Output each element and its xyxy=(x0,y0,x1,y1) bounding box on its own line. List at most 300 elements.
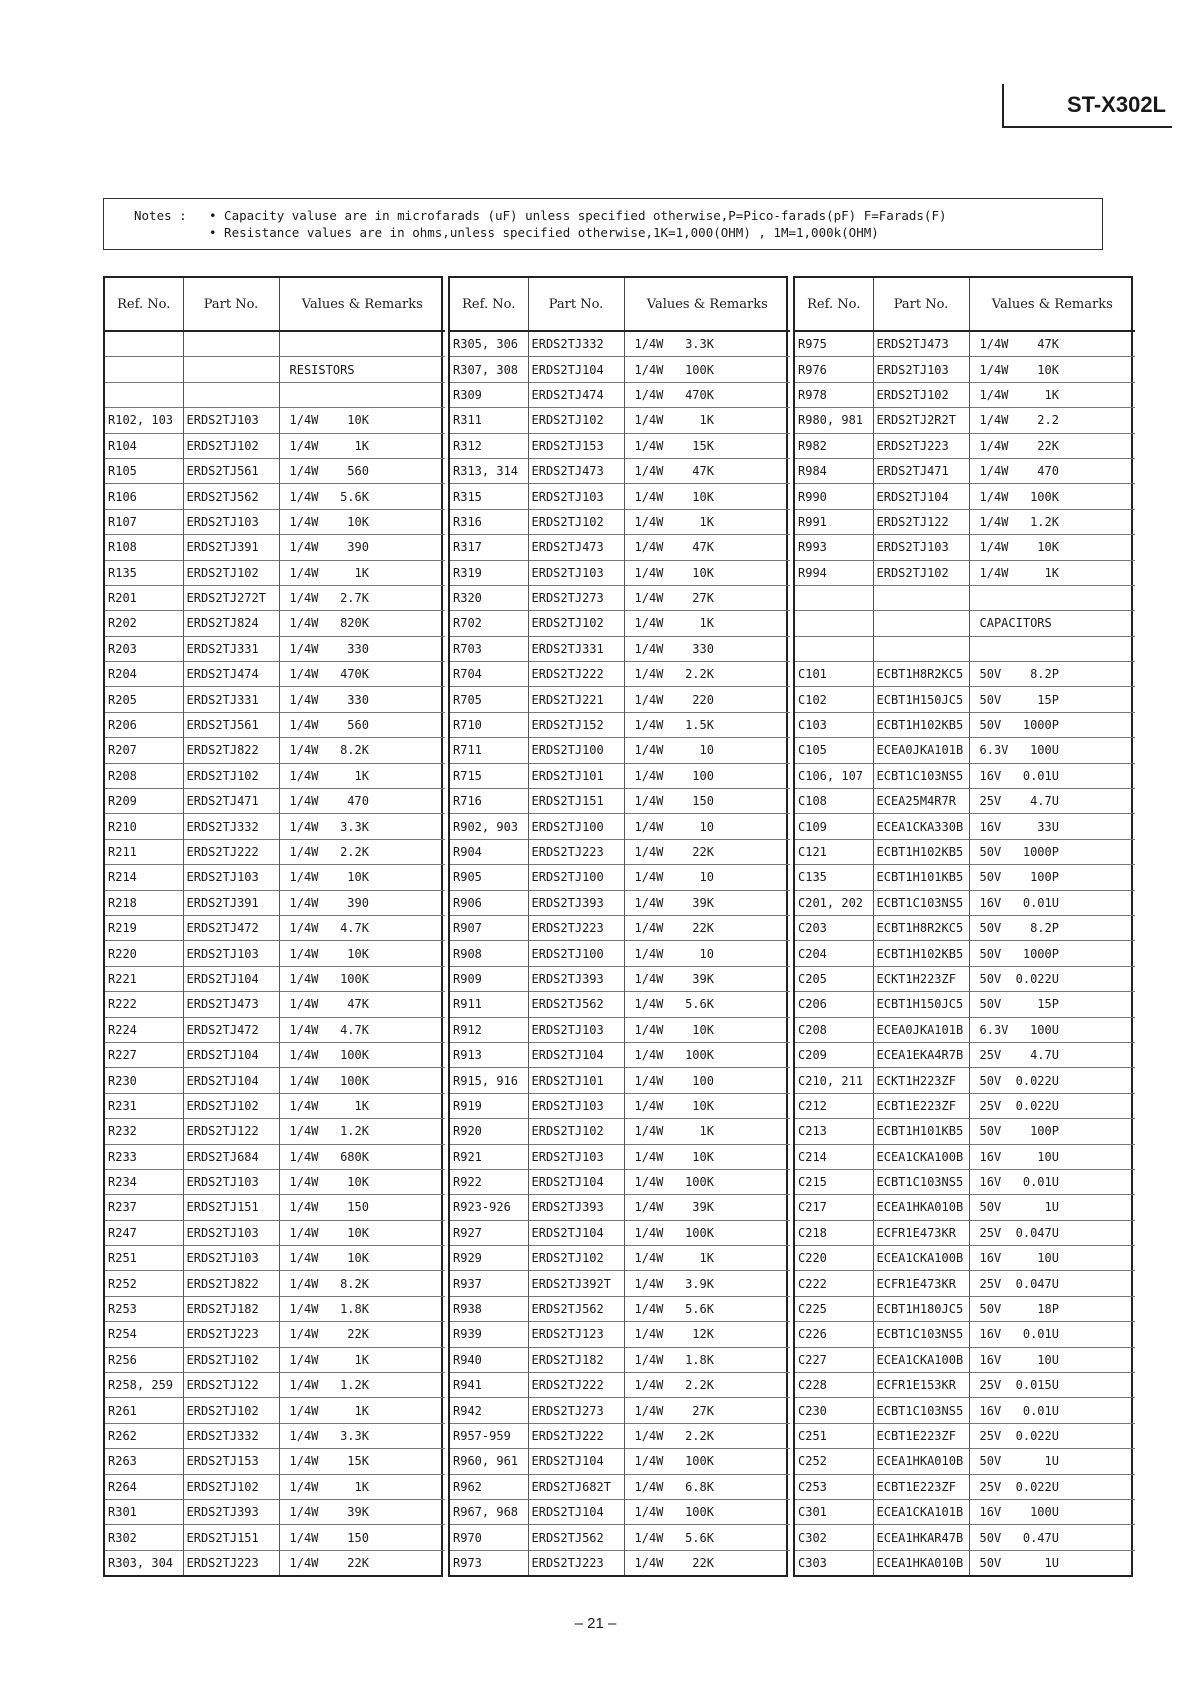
table-row xyxy=(105,738,445,763)
value-cell: 1/4W 2.2K xyxy=(624,662,790,687)
part-no-cell: ERDS2TJ221 xyxy=(528,687,624,712)
part-no-cell: ERDS2TJ103 xyxy=(183,1169,279,1194)
value-cell: 1/4W 150 xyxy=(279,1195,445,1220)
ref-no-cell: C303 xyxy=(795,1550,873,1575)
ref-no-cell: C251 xyxy=(795,1423,873,1448)
value-cell: 1/4W 330 xyxy=(624,636,790,661)
table-row xyxy=(795,738,1135,763)
table-row xyxy=(795,1322,1135,1347)
ref-no-cell: R135 xyxy=(105,560,183,585)
part-no-cell: ECFR1E473KR xyxy=(873,1271,969,1296)
value-cell: 1/4W 100 xyxy=(624,763,790,788)
part-no-cell: ERDS2TJ824 xyxy=(183,611,279,636)
table-row xyxy=(105,1474,445,1499)
part-no-cell: ECBT1H101KB5 xyxy=(873,1119,969,1144)
table-row xyxy=(105,966,445,991)
part-no-cell: ECEA25M4R7R xyxy=(873,789,969,814)
value-cell: 1/4W 47K xyxy=(624,458,790,483)
table-row xyxy=(795,941,1135,966)
ref-no-cell: R937 xyxy=(450,1271,528,1296)
table-row xyxy=(795,712,1135,737)
table-row xyxy=(105,1271,445,1296)
ref-no-cell: R913 xyxy=(450,1042,528,1067)
table-row xyxy=(105,458,445,483)
table-row xyxy=(795,915,1135,940)
part-no-cell: ERDS2TJ684 xyxy=(183,1144,279,1169)
table-row xyxy=(450,687,790,712)
table-row xyxy=(450,535,790,560)
part-no-cell: ECBT1H102KB5 xyxy=(873,839,969,864)
part-no-cell: ERDS2TJ153 xyxy=(528,433,624,458)
part-no-cell: ERDS2TJ223 xyxy=(183,1550,279,1575)
table-row xyxy=(450,1195,790,1220)
value-cell: 1/4W 1K xyxy=(624,509,790,534)
ref-no-cell: C214 xyxy=(795,1144,873,1169)
value-cell: 50V 18P xyxy=(969,1296,1135,1321)
table-row xyxy=(105,1499,445,1524)
ref-no-cell: R940 xyxy=(450,1347,528,1372)
table-row xyxy=(450,966,790,991)
table-row xyxy=(450,611,790,636)
parts-table xyxy=(450,278,790,1575)
ref-no-cell: R252 xyxy=(105,1271,183,1296)
ref-no-cell: C226 xyxy=(795,1322,873,1347)
value-cell: 1/4W 5.6K xyxy=(279,484,445,509)
table-row xyxy=(795,1550,1135,1575)
table-row xyxy=(795,1119,1135,1144)
table-row xyxy=(450,1246,790,1271)
value-cell: 1/4W 1.5K xyxy=(624,712,790,737)
table-row xyxy=(105,687,445,712)
part-no-cell: ERDS2TJ561 xyxy=(183,712,279,737)
notes-text: • Capacity valuse are in microfarads (uF) unless specified otherwise,P=Pico-farads(pF) F=Farads(F) xyxy=(209,208,947,223)
part-no-cell: ERDS2TJ102 xyxy=(873,560,969,585)
ref-no-cell: R978 xyxy=(795,382,873,407)
table-row xyxy=(450,1525,790,1550)
table-row xyxy=(105,890,445,915)
part-no-cell: ERDS2TJ101 xyxy=(528,1068,624,1093)
value-cell xyxy=(279,331,445,357)
ref-no-cell: C106, 107 xyxy=(795,763,873,788)
value-cell: 1/4W 47K xyxy=(624,535,790,560)
ref-no-cell: C203 xyxy=(795,915,873,940)
part-no-cell: ERDS2TJ103 xyxy=(183,941,279,966)
ref-no-cell: R224 xyxy=(105,1017,183,1042)
part-no-cell: ERDS2TJ391 xyxy=(183,535,279,560)
ref-no-cell: R907 xyxy=(450,915,528,940)
part-no-cell: ECBT1E223ZF xyxy=(873,1474,969,1499)
part-no-cell: ERDS2TJ103 xyxy=(183,408,279,433)
value-cell: 1/4W 1K xyxy=(279,1347,445,1372)
part-no-cell: ECKT1H223ZF xyxy=(873,966,969,991)
notes-box xyxy=(103,198,1103,250)
value-cell: 1/4W 5.6K xyxy=(624,992,790,1017)
ref-no-cell: C135 xyxy=(795,865,873,890)
ref-no-cell: R210 xyxy=(105,814,183,839)
value-cell: 16V 0.01U xyxy=(969,1398,1135,1423)
value-cell: 1/4W 3.3K xyxy=(279,814,445,839)
part-no-cell: ERDS2TJ222 xyxy=(528,662,624,687)
part-no-cell: ERDS2TJ223 xyxy=(528,915,624,940)
value-cell: 50V 0.47U xyxy=(969,1525,1135,1550)
table-row xyxy=(795,484,1135,509)
part-no-cell: ERDS2TJ473 xyxy=(183,992,279,1017)
value-cell: 16V 0.01U xyxy=(969,1169,1135,1194)
ref-no-cell: C208 xyxy=(795,1017,873,1042)
table-row xyxy=(105,839,445,864)
part-no-cell: ERDS2TJ104 xyxy=(528,1042,624,1067)
value-cell: 1/4W 10K xyxy=(279,408,445,433)
value-cell: 50V 1U xyxy=(969,1195,1135,1220)
table-row xyxy=(450,484,790,509)
ref-no-cell: R316 xyxy=(450,509,528,534)
part-no-cell: ERDS2TJ100 xyxy=(528,738,624,763)
ref-no-cell: R205 xyxy=(105,687,183,712)
ref-no-cell: C218 xyxy=(795,1220,873,1245)
part-no-cell: ERDS2TJ122 xyxy=(873,509,969,534)
part-no-cell: ERDS2TJ103 xyxy=(873,357,969,382)
value-cell: 1/4W 220 xyxy=(624,687,790,712)
table-row xyxy=(105,1296,445,1321)
table-row xyxy=(795,789,1135,814)
ref-no-cell: R315 xyxy=(450,484,528,509)
value-cell: 1/4W 10K xyxy=(624,1093,790,1118)
table-row xyxy=(105,915,445,940)
value-cell: 6.3V 100U xyxy=(969,738,1135,763)
value-cell: 1/4W 470K xyxy=(279,662,445,687)
value-cell: 1/4W 22K xyxy=(279,1322,445,1347)
ref-no-cell: R220 xyxy=(105,941,183,966)
value-cell: 1/4W 27K xyxy=(624,585,790,610)
table-row xyxy=(795,408,1135,433)
ref-no-cell: R303, 304 xyxy=(105,1550,183,1575)
table-row xyxy=(450,458,790,483)
part-no-cell: ERDS2TJ562 xyxy=(528,992,624,1017)
value-cell: 1/4W 10K xyxy=(279,941,445,966)
ref-no-cell: R904 xyxy=(450,839,528,864)
ref-no-cell: C108 xyxy=(795,789,873,814)
table-row xyxy=(450,1296,790,1321)
part-no-cell: ECBT1C103NS5 xyxy=(873,1322,969,1347)
value-cell: 16V 10U xyxy=(969,1144,1135,1169)
notes-text: • Resistance values are in ohms,unless specified otherwise,1K=1,000(OHM) , 1M=1,000k(OHM) xyxy=(209,225,879,240)
value-cell: 1/4W 470 xyxy=(279,789,445,814)
table-row xyxy=(795,1169,1135,1194)
ref-no-cell: C302 xyxy=(795,1525,873,1550)
ref-no-cell: C222 xyxy=(795,1271,873,1296)
ref-no-cell: R704 xyxy=(450,662,528,687)
ref-no-cell: R247 xyxy=(105,1220,183,1245)
value-cell: 1/4W 10K xyxy=(279,1246,445,1271)
ref-no-cell: R232 xyxy=(105,1119,183,1144)
part-no-cell: ECEA1HKAR47B xyxy=(873,1525,969,1550)
ref-no-cell: R106 xyxy=(105,484,183,509)
table-row xyxy=(450,560,790,585)
part-no-cell: ERDS2TJ151 xyxy=(183,1525,279,1550)
table-row xyxy=(450,433,790,458)
part-no-cell: ERDS2TJ393 xyxy=(528,1195,624,1220)
table-row xyxy=(795,1525,1135,1550)
value-cell: 1/4W 10 xyxy=(624,738,790,763)
value-cell: 1/4W 3.3K xyxy=(634,337,714,352)
ref-no-cell: R253 xyxy=(105,1296,183,1321)
ref-no-cell: R104 xyxy=(105,433,183,458)
ref-no-cell: R705 xyxy=(450,687,528,712)
ref-no-cell: R973 xyxy=(450,1550,528,1575)
part-no-cell: ERDS2TJ103 xyxy=(528,1144,624,1169)
value-cell: 1/4W 5.6K xyxy=(624,1296,790,1321)
ref-no-cell: C253 xyxy=(795,1474,873,1499)
table-row xyxy=(795,839,1135,864)
value-cell: 1/4W 8.2K xyxy=(279,738,445,763)
part-no-cell: ERDS2TJ391 xyxy=(183,890,279,915)
part-no-cell: ECBT1H8R2KC5 xyxy=(873,915,969,940)
value-cell: 1/4W 1K xyxy=(279,763,445,788)
value-cell: 1/4W 330 xyxy=(279,636,445,661)
header-values-remarks: Values & Remarks xyxy=(969,278,1135,331)
ref-no-cell: C213 xyxy=(795,1119,873,1144)
value-cell: 16V 0.01U xyxy=(969,1322,1135,1347)
ref-no-cell: R975 xyxy=(795,331,873,357)
ref-no-cell: R319 xyxy=(450,560,528,585)
ref-no-cell: R219 xyxy=(105,915,183,940)
table-row xyxy=(795,1246,1135,1271)
ref-no-cell: R108 xyxy=(105,535,183,560)
ref-no-cell xyxy=(795,585,873,610)
ref-no-cell: R207 xyxy=(105,738,183,763)
value-cell: 1/4W 2.2K xyxy=(624,1373,790,1398)
part-no-cell: ERDS2TJ104 xyxy=(873,484,969,509)
part-no-cell: ERDS2TJ102 xyxy=(528,611,624,636)
value-cell: 1/4W 39K xyxy=(624,890,790,915)
part-no-cell: ERDS2TJ103 xyxy=(528,1093,624,1118)
value-cell: 50V 15P xyxy=(969,687,1135,712)
ref-no-cell: C220 xyxy=(795,1246,873,1271)
value-cell: 1/4W 100K xyxy=(624,1220,790,1245)
part-no-cell: ERDS2TJ562 xyxy=(528,1525,624,1550)
table-row xyxy=(105,636,445,661)
notes-line xyxy=(134,224,1102,241)
table-row xyxy=(450,585,790,610)
part-no-cell: ERDS2TJ562 xyxy=(528,1296,624,1321)
table-row xyxy=(105,1525,445,1550)
table-row xyxy=(105,1449,445,1474)
part-no-cell: ECEA0JKA101B xyxy=(873,1017,969,1042)
value-cell: 16V 0.01U xyxy=(969,763,1135,788)
ref-no-cell: R938 xyxy=(450,1296,528,1321)
ref-no-cell: R320 xyxy=(450,585,528,610)
part-no-cell: ERDS2TJ472 xyxy=(183,915,279,940)
table-row xyxy=(795,1398,1135,1423)
part-no-cell: ECBT1H101KB5 xyxy=(873,865,969,890)
ref-no-cell: C301 xyxy=(795,1499,873,1524)
value-cell: 1/4W 1K xyxy=(624,611,790,636)
value-cell: 1/4W 330 xyxy=(279,687,445,712)
table-row xyxy=(105,814,445,839)
part-no-cell: ERDS2TJ102 xyxy=(183,1398,279,1423)
ref-no-cell: R702 xyxy=(450,611,528,636)
table-row xyxy=(105,560,445,585)
part-no-cell: ERDS2TJ122 xyxy=(183,1119,279,1144)
table-row xyxy=(450,1169,790,1194)
part-no-cell: ERDS2TJ393 xyxy=(528,890,624,915)
value-cell: 1/4W 10K xyxy=(624,560,790,585)
table-row xyxy=(795,1474,1135,1499)
part-no-cell xyxy=(183,382,279,407)
part-no-cell: ERDS2TJ473 xyxy=(528,458,624,483)
ref-no-cell: R942 xyxy=(450,1398,528,1423)
value-cell: 25V 4.7U xyxy=(969,1042,1135,1067)
ref-no-cell: R214 xyxy=(105,865,183,890)
table-row xyxy=(450,1474,790,1499)
parts-table-middle xyxy=(448,276,788,1577)
table-row xyxy=(105,1169,445,1194)
value-cell: 1/4W 390 xyxy=(279,890,445,915)
value-cell: 1/4W 100K xyxy=(624,1042,790,1067)
part-no-cell: ECEA1HKA010B xyxy=(873,1449,969,1474)
page-number: – 21 – xyxy=(574,1615,617,1632)
value-cell: 1/4W 39K xyxy=(624,966,790,991)
table-row xyxy=(795,1017,1135,1042)
table-row xyxy=(795,763,1135,788)
ref-no-cell: R715 xyxy=(450,763,528,788)
value-cell: 1/4W 6.8K xyxy=(624,1474,790,1499)
value-cell: 1/4W 8.2K xyxy=(279,1271,445,1296)
value-cell: 1/4W 470K xyxy=(624,382,790,407)
table-row xyxy=(450,738,790,763)
part-no-cell: ERDS2TJ151 xyxy=(528,789,624,814)
ref-no-cell: C252 xyxy=(795,1449,873,1474)
ref-no-cell: R261 xyxy=(105,1398,183,1423)
table-row xyxy=(795,535,1135,560)
part-no-cell: ERDS2TJ104 xyxy=(528,357,624,382)
table-row xyxy=(105,357,445,382)
ref-no-cell: R905 xyxy=(450,865,528,890)
table-row xyxy=(795,814,1135,839)
table-row xyxy=(795,662,1135,687)
table-row xyxy=(450,890,790,915)
notes-line xyxy=(134,207,1102,224)
ref-no-cell: R902, 903 xyxy=(450,814,528,839)
part-no-cell: ERDS2TJ153 xyxy=(183,1449,279,1474)
value-cell: 1/4W 150 xyxy=(279,1525,445,1550)
part-no-cell: ECEA1CKA330B xyxy=(873,814,969,839)
value-cell: 1/4W 27K xyxy=(624,1398,790,1423)
value-cell: 1/4W 1K xyxy=(969,382,1135,407)
ref-no-cell: R982 xyxy=(795,433,873,458)
part-no-cell: ECEA1EKA4R7B xyxy=(873,1042,969,1067)
table-row xyxy=(450,1271,790,1296)
part-no-cell xyxy=(873,636,969,661)
ref-no-cell: C230 xyxy=(795,1398,873,1423)
ref-no-cell: R208 xyxy=(105,763,183,788)
value-cell: 1/4W 10K xyxy=(279,1169,445,1194)
value-cell: 1/4W 560 xyxy=(279,458,445,483)
part-no-cell: ECBT1E223ZF xyxy=(873,1093,969,1118)
ref-no-cell: C101 xyxy=(795,662,873,687)
value-cell: 1/4W 10K xyxy=(624,1017,790,1042)
part-no-cell: ERDS2TJ331 xyxy=(183,687,279,712)
value-cell: 1/4W 47K xyxy=(979,337,1059,352)
table-row xyxy=(105,382,445,407)
table-row xyxy=(450,712,790,737)
value-cell: 50V 8.2P xyxy=(969,662,1135,687)
ref-no-cell: R237 xyxy=(105,1195,183,1220)
part-no-cell: ERDS2TJ273 xyxy=(528,585,624,610)
part-no-cell: ECBT1C103NS5 xyxy=(873,763,969,788)
part-no-cell: ERDS2TJ102 xyxy=(183,433,279,458)
value-cell: 16V 33U xyxy=(969,814,1135,839)
value-cell: 1/4W 22K xyxy=(624,1550,790,1575)
value-cell: 25V 4.7U xyxy=(969,789,1135,814)
value-cell: 50V 0.022U xyxy=(969,1068,1135,1093)
table-row xyxy=(450,1398,790,1423)
value-cell: 1/4W 470 xyxy=(969,458,1135,483)
ref-no-cell: R209 xyxy=(105,789,183,814)
value-cell xyxy=(969,585,1135,610)
part-no-cell: ERDS2TJ473 xyxy=(873,331,969,357)
table-row xyxy=(450,865,790,890)
part-no-cell: ERDS2TJ104 xyxy=(183,1042,279,1067)
ref-no-cell: R312 xyxy=(450,433,528,458)
value-cell: 1/4W 1K xyxy=(279,433,445,458)
ref-no-cell: R921 xyxy=(450,1144,528,1169)
part-no-cell: ERDS2TJ102 xyxy=(183,1347,279,1372)
value-cell: 1/4W 1K xyxy=(279,1398,445,1423)
table-row xyxy=(795,1068,1135,1093)
ref-no-cell: R920 xyxy=(450,1119,528,1144)
notes-label: Notes : xyxy=(134,208,187,223)
ref-no-cell: R264 xyxy=(105,1474,183,1499)
part-no-cell: ERDS2TJ102 xyxy=(183,763,279,788)
value-cell: 1/4W 3.9K xyxy=(624,1271,790,1296)
table-row xyxy=(105,1042,445,1067)
table-row xyxy=(450,789,790,814)
ref-no-cell: R262 xyxy=(105,1423,183,1448)
table-row xyxy=(795,357,1135,382)
table-row xyxy=(105,1119,445,1144)
part-no-cell: ERDS2TJ392T xyxy=(528,1271,624,1296)
value-cell: 1/4W 5.6K xyxy=(624,1525,790,1550)
header-ref-no: Ref. No. xyxy=(795,278,873,331)
part-no-cell: ERDS2TJ223 xyxy=(528,839,624,864)
ref-no-cell: R912 xyxy=(450,1017,528,1042)
value-cell: 1/4W 820K xyxy=(279,611,445,636)
part-no-cell: ECFR1E473KR xyxy=(873,1220,969,1245)
table-row xyxy=(450,1449,790,1474)
ref-no-cell: R711 xyxy=(450,738,528,763)
part-no-cell: ERDS2TJ102 xyxy=(528,408,624,433)
value-cell: 16V 0.01U xyxy=(969,890,1135,915)
table-row xyxy=(450,408,790,433)
ref-no-cell: C212 xyxy=(795,1093,873,1118)
table-row xyxy=(105,585,445,610)
table-row xyxy=(795,382,1135,407)
ref-no-cell: C109 xyxy=(795,814,873,839)
value-cell: 1/4W 1.2K xyxy=(279,1373,445,1398)
ref-no-cell: C204 xyxy=(795,941,873,966)
table-row xyxy=(105,662,445,687)
ref-no-cell: R941 xyxy=(450,1373,528,1398)
ref-no-cell: R923-926 xyxy=(450,1195,528,1220)
value-cell: 1/4W 10 xyxy=(624,814,790,839)
value-cell: 1/4W 15K xyxy=(279,1449,445,1474)
part-no-cell: ERDS2TJ561 xyxy=(183,458,279,483)
part-no-cell: ERDS2TJ104 xyxy=(528,1449,624,1474)
part-no-cell: ERDS2TJ104 xyxy=(528,1220,624,1245)
table-row xyxy=(105,1246,445,1271)
ref-no-cell: R710 xyxy=(450,712,528,737)
